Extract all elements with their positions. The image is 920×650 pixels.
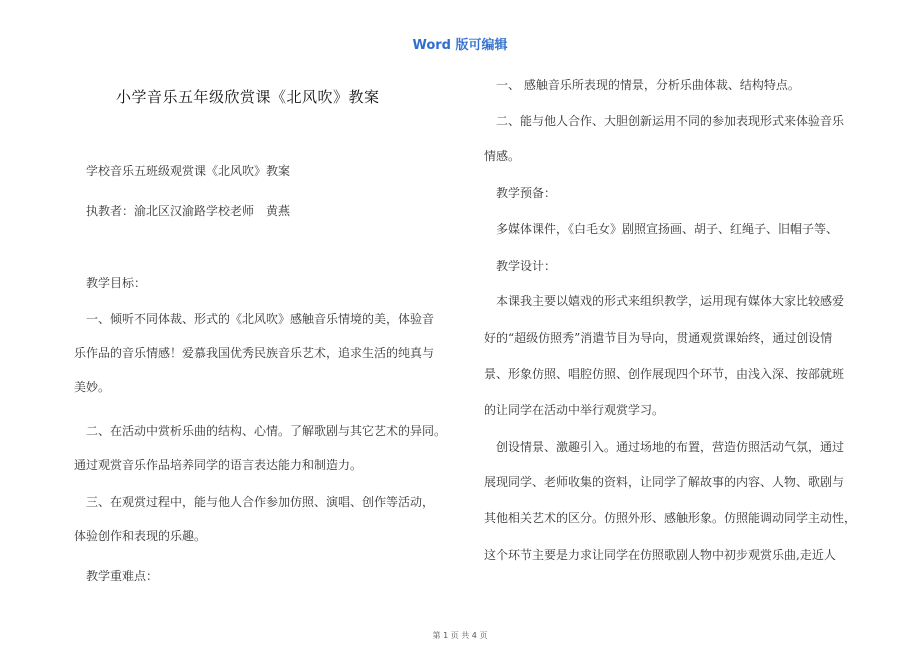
scene-line2: 展现同学、老师收集的资料，让同学了解故事的内容、人物、歌剧与	[484, 475, 845, 489]
goal3-line2: 体验创作和表现的乐趣。	[74, 529, 207, 543]
watermark-header: Word 版可编辑	[412, 38, 508, 53]
design-line2: 好的“超级仿照秀”消遣节目为导向，贯通观赏课始终，通过创设情	[484, 331, 833, 345]
goal3-line1: 三、在观赏过程中，能与他人合作参加仿照、演唱、创作等活动，	[86, 495, 435, 509]
point2-line1: 二、能与他人合作、大胆创新运用不同的参加表现形式来体验音乐	[496, 114, 845, 128]
scene-line3: 其他相关艺术的区分。仿照外形、感触形象。仿照能调动同学主动性，	[484, 511, 857, 525]
meta-title: 学校音乐五班级观赏课《北风吹》教案	[86, 164, 291, 178]
prep-heading: 教学预备：	[496, 186, 557, 200]
design-line4: 的让同学在活动中举行观赏学习。	[484, 403, 665, 417]
goal1-line3: 美妙。	[74, 380, 111, 394]
scene-line1: 创设情景、激趣引入。通过场地的布置，营造仿照活动气氛，通过	[496, 440, 845, 454]
design-heading: 教学设计：	[496, 259, 557, 273]
design-line1: 本课我主要以嬉戏的形式来组织教学，运用现有媒体大家比较感爱	[496, 294, 845, 308]
document-title: 小学音乐五年级欣赏课《北风吹》教案	[116, 88, 380, 106]
scene-line4: 这个环节主要是力求让同学在仿照歌剧人物中初步观赏乐曲,走近人	[484, 548, 836, 562]
point1: 一、 感触音乐所表现的情景，分析乐曲体裁、结构特点。	[496, 78, 800, 92]
goals-heading: 教学目标：	[86, 276, 147, 290]
key-points-heading: 教学重难点：	[86, 569, 159, 583]
prep-text: 多媒体课件，《白毛女》剧照宣扬画、胡子、红绳子、旧帽子等、	[496, 222, 839, 236]
goal1-line1: 一、倾听不同体裁、形式的《北风吹》感触音乐情境的美，体验音	[86, 312, 435, 326]
page-footer: 第 1 页 共 4 页	[432, 631, 488, 640]
point2-line2: 情感。	[484, 149, 521, 163]
author-line: 执教者：渝北区汉渝路学校老师 黄燕	[86, 204, 291, 218]
goal2-line1: 二、在活动中赏析乐曲的结构、心情。了解歌剧与其它艺术的异同。	[86, 424, 447, 438]
design-line3: 景、形象仿照、唱腔仿照、创作展现四个环节，由浅入深、按部就班	[484, 367, 845, 381]
goal2-line2: 通过观赏音乐作品培养同学的语言表达能力和制造力。	[74, 458, 363, 472]
goal1-line2: 乐作品的音乐情感！爱慕我国优秀民族音乐艺术，追求生活的纯真与	[74, 346, 435, 360]
